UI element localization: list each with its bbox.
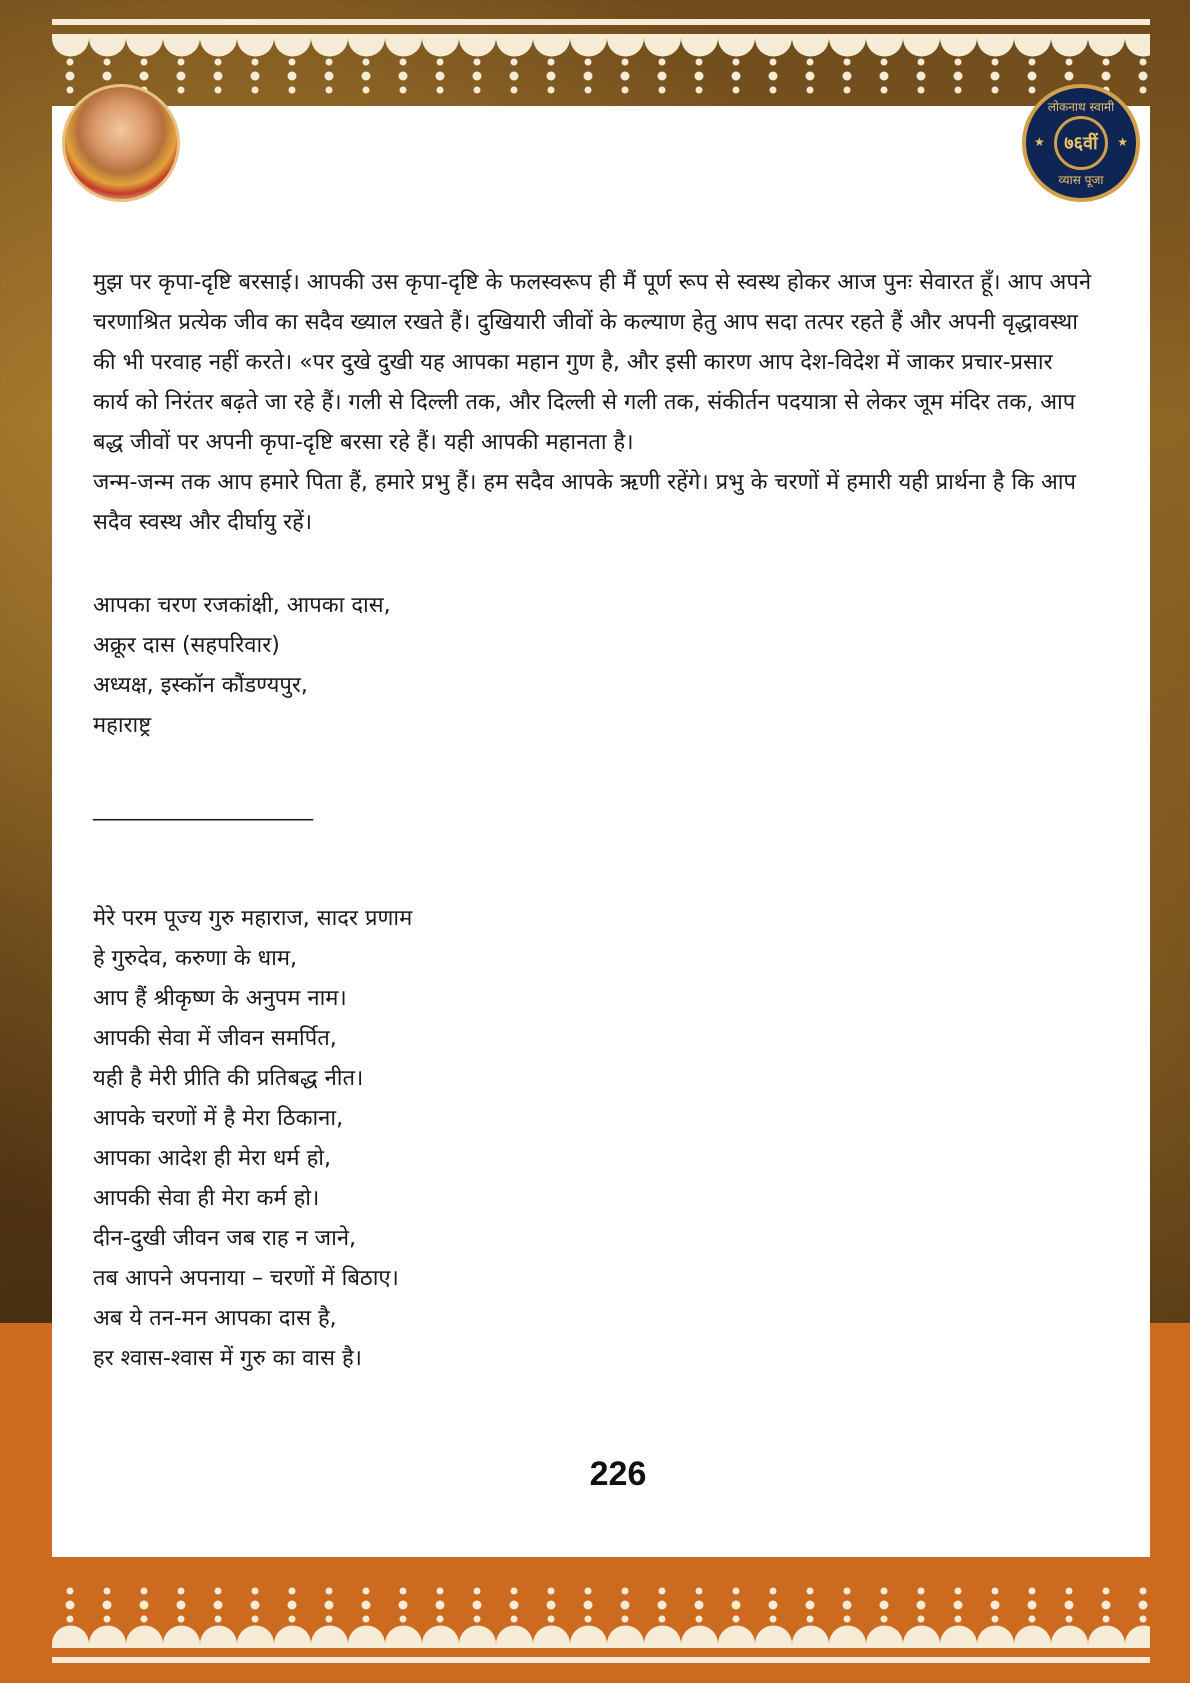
separator-line: ____________________: [93, 796, 313, 821]
poem-line: आपकी सेवा में जीवन समर्पित,: [93, 1026, 337, 1051]
signature-line: महाराष्ट्र: [93, 713, 152, 738]
poem-line: आपके चरणों में है मेरा ठिकाना,: [93, 1106, 344, 1131]
signature-line: अध्यक्ष, इस्कॉन कौंडण्यपुर,: [93, 673, 308, 698]
star-icon: ★: [1117, 135, 1128, 149]
poem-line: आपकी सेवा ही मेरा कर्म हो।: [93, 1186, 320, 1211]
letter-paragraph-2: जन्म-जन्म तक आप हमारे पिता हैं, हमारे प्रभु हैं। हम सदैव आपके ऋणी रहेंगे। प्रभु के चरणों में हमारी यही प्रार्थना है कि आप सदैव स्वस्थ और दीर्घायु रहें।: [93, 470, 1077, 535]
bottom-border-line: [52, 1657, 1150, 1663]
bottom-scallop-border: [52, 1622, 1150, 1648]
emblem-number: ७६वीं: [1054, 116, 1108, 170]
poem-line: मेरे परम पूज्य गुरु महाराज, सादर प्रणाम: [93, 906, 413, 931]
poem-line: आप हैं श्रीकृष्ण के अनुपम नाम।: [93, 986, 347, 1011]
vyasa-puja-emblem: [1022, 84, 1140, 202]
poem-line: यही है मेरी प्रीति की प्रतिबद्ध नीत।: [93, 1066, 364, 1091]
letter-content: [93, 263, 1093, 1379]
poem-line: आपका आदेश ही मेरा धर्म हो,: [93, 1146, 331, 1171]
bottom-dot-border: [52, 1585, 1150, 1625]
poem-line: हे गुरुदेव, करुणा के धाम,: [93, 946, 298, 971]
emblem-bottom-text: व्यास पूजा: [1058, 173, 1104, 187]
poem-line: तब आपने अपनाया – चरणों में बिठाए।: [93, 1266, 399, 1291]
top-dot-border: [52, 56, 1150, 96]
top-border-line: [52, 19, 1150, 25]
signature-line: आपका चरण रजकांक्षी, आपका दास,: [93, 593, 391, 618]
letter-paragraph-1: मुझ पर कृपा-दृष्टि बरसाई। आपकी उस कृपा-दृष्टि के फलस्वरूप ही मैं पूर्ण रूप से स्वस्थ होकर आज पुनः सेवारत हूँ। आप अपने चरणाश्रित प्रत्येक जीव का सदैव ख्याल रखते हैं। दुखियारी जीवों के कल्याण हेतु आप सदा तत्पर रहते हैं और अपनी वृद्धावस्था की भी परवाह नहीं करते। «पर दुखे दुखी यह आपका महान गुण है, और इसी कारण आप देश-विदेश में जाकर प्रचार-प्रसार कार्य को निरंतर बढ़ते जा रहे हैं। गली से दिल्ली तक, और दिल्ली से गली तक, संकीर्तन पदयात्रा से लेकर जूम मंदिर तक, आप बद्ध जीवों पर अपनी कृपा-दृष्टि बरसा रहे हैं। यही आपकी महानता है।: [93, 270, 1092, 455]
star-icon: ★: [1034, 135, 1045, 149]
poem-line: हर श्वास-श्वास में गुरु का वास है।: [93, 1346, 362, 1371]
poem-line: दीन-दुखी जीवन जब राह न जाने,: [93, 1226, 357, 1251]
guru-photo: [62, 84, 180, 202]
page-number: 226: [589, 1455, 647, 1493]
emblem-top-text: लोकनाथ स्वामी: [1047, 100, 1115, 114]
signature-line: अक्रूर दास (सहपरिवार): [93, 633, 280, 658]
poem-line: अब ये तन-मन आपका दास है,: [93, 1306, 337, 1331]
